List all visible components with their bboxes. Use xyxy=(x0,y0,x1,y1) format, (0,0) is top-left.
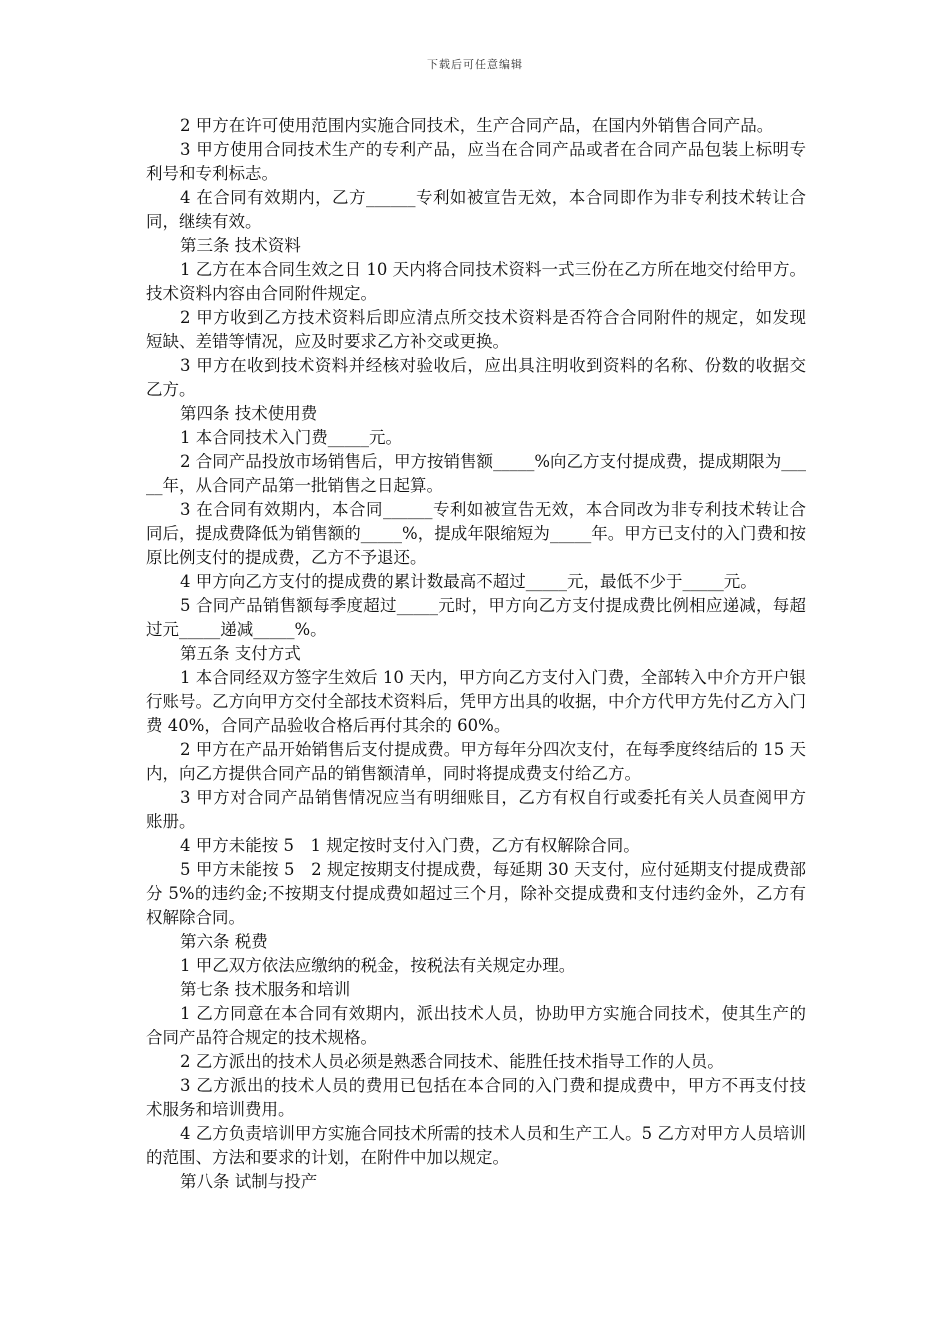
paragraph: 4 乙方负责培训甲方实施合同技术所需的技术人员和生产工人。5 乙方对甲方人员培训的范围、方法和要求的计划，在附件中加以规定。 xyxy=(146,1124,806,1167)
section-heading: 第七条 技术服务和培训 xyxy=(180,980,351,999)
paragraph: 3 乙方派出的技术人员的费用已包括在本合同的入门费和提成费中，甲方不再支付技术服务和培训费用。 xyxy=(146,1076,806,1119)
page-header-note: 下载后可任意编辑 xyxy=(427,58,523,71)
paragraph: 2 甲方在许可使用范围内实施合同技术，生产合同产品，在国内外销售合同产品。 xyxy=(180,116,774,135)
section-heading: 第四条 技术使用费 xyxy=(180,404,318,423)
paragraph: 5 甲方未能按 5 2 规定按期支付提成费，每延期 30 天支付，应付延期支付提成费部分 5%的违约金;不按期支付提成费如超过三个月，除补交提成费和支付违约金外，乙方有权解除合同。 xyxy=(146,860,806,927)
paragraph: 1 本合同经双方签字生效后 10 天内，甲方向乙方支付入门费，全部转入中介方开户银行账号。乙方向甲方交付全部技术资料后，凭甲方出具的收据，中介方代甲方先付乙方入门费 40%，合同产品验收合格后再付其余的 60%。 xyxy=(146,668,806,735)
paragraph: 1 乙方同意在本合同有效期内，派出技术人员，协助甲方实施合同技术，使其生产的合同产品符合规定的技术规格。 xyxy=(146,1004,806,1047)
paragraph: 3 甲方在收到技术资料并经核对验收后，应出具注明收到资料的名称、份数的收据交乙方。 xyxy=(146,356,806,399)
paragraph: 1 本合同技术入门费_____元。 xyxy=(180,428,402,447)
paragraph: 2 甲方在产品开始销售后支付提成费。甲方每年分四次支付，在每季度终结后的 15 天内，向乙方提供合同产品的销售额清单，同时将提成费支付给乙方。 xyxy=(146,740,806,783)
paragraph: 4 甲方未能按 5 1 规定按时支付入门费，乙方有权解除合同。 xyxy=(180,836,640,855)
paragraph: 4 在合同有效期内，乙方______专利如被宣告无效，本合同即作为非专利技术转让合同，继续有效。 xyxy=(146,188,806,231)
section-heading: 第八条 试制与投产 xyxy=(180,1172,318,1191)
paragraph: 4 甲方向乙方支付的提成费的累计数最高不超过_____元，最低不少于_____元。 xyxy=(180,572,757,591)
document-body xyxy=(146,114,806,1194)
paragraph: 1 甲乙双方依法应缴纳的税金，按税法有关规定办理。 xyxy=(180,956,576,975)
paragraph: 2 甲方收到乙方技术资料后即应清点所交技术资料是否符合合同附件的规定，如发现短缺、差错等情况，应及时要求乙方补交或更换。 xyxy=(146,308,806,351)
paragraph: 3 在合同有效期内，本合同______专利如被宣告无效，本合同改为非专利技术转让合同后，提成费降低为销售额的_____%，提成年限缩短为_____年。甲方已支付的入门费和按原比例支付的提成费，乙方不予退还。 xyxy=(146,500,806,567)
section-heading: 第五条 支付方式 xyxy=(180,644,301,663)
paragraph: 2 合同产品投放市场销售后，甲方按销售额_____%向乙方支付提成费，提成期限为_____年，从合同产品第一批销售之日起算。 xyxy=(146,452,806,495)
paragraph: 2 乙方派出的技术人员必须是熟悉合同技术、能胜任技术指导工作的人员。 xyxy=(180,1052,724,1071)
section-heading: 第三条 技术资料 xyxy=(180,236,301,255)
paragraph: 1 乙方在本合同生效之日 10 天内将合同技术资料一式三份在乙方所在地交付给甲方。技术资料内容由合同附件规定。 xyxy=(146,260,806,303)
paragraph: 5 合同产品销售额每季度超过_____元时，甲方向乙方支付提成费比例相应递减，每超过元_____递减_____%。 xyxy=(146,596,806,639)
paragraph: 3 甲方对合同产品销售情况应当有明细账目，乙方有权自行或委托有关人员查阅甲方账册。 xyxy=(146,788,806,831)
section-heading: 第六条 税费 xyxy=(180,932,268,951)
paragraph: 3 甲方使用合同技术生产的专利产品，应当在合同产品或者在合同产品包装上标明专利号和专利标志。 xyxy=(146,140,806,183)
